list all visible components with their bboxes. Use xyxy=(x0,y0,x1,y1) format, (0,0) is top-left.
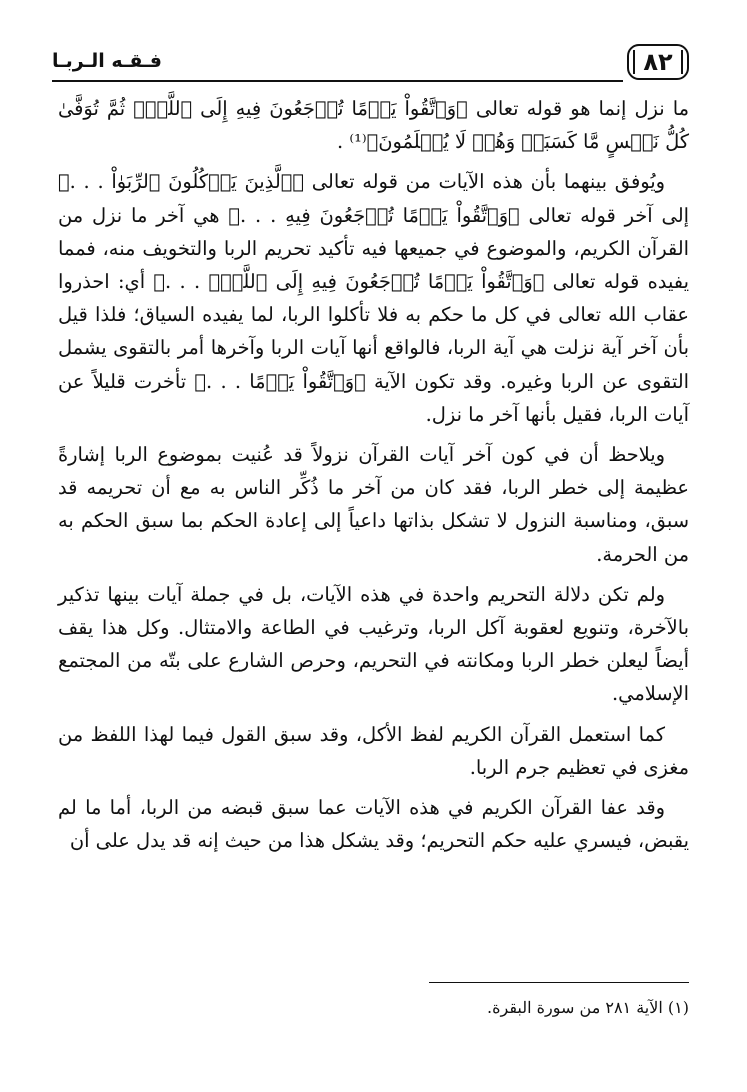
paragraph-3: ويلاحظ أن في كون آخر آيات القرآن نزولاً قد عُنيت بموضوع الربا إشارةً عظيمة إلى خطر الربا، فقد كان من آخر ما ذُكِّر الناس به مع أن تحريمه قد سبق، ومناسبة النزول لا تشكل بذاتها داعياً إلى إعادة الحكم بما سبق الحكم به من الحرمة. xyxy=(58,443,689,566)
page-number-text: ٨٢ xyxy=(643,48,673,76)
paragraph-5: كما استعمل القرآن الكريم لفظ الأكل، وقد سبق القول فيما لهذا اللفظ من مغزى في تعظيم جرم الربا. xyxy=(58,722,689,779)
paragraph-4: ولم تكن دلالة التحريم واحدة في هذه الآيات، بل في جملة آيات بينها تذكير بالآخرة، وتنويع لعقوبة آكل الربا، وترغيب في الطاعة والامتثال. وكل هذا يقف أيضاً ليعلن خطر الربا ومكانته في التحريم، وحرص الشارع على بتّه من المجتمع الإسلامي. xyxy=(58,582,689,706)
paragraph-2: ويُوفق بينهما بأن هذه الآيات من قوله تعالى ﴿ٱلَّذِينَ يَأۡكُلُونَ ٱلرِّبَوٰاْ . . .﴾ إلى آخر قوله تعالى ﴿وَٱتَّقُواْ يَوۡمًا تُرۡجَعُونَ فِيهِ . . .﴾ هي آخر ما نزل من القرآن الكريم، والموضوع في جميعها فيه تأكيد تحريم الربا والتخويف منه، فمما يفيده قوله تعالى ﴿وَٱتَّقُواْ يَوۡمًا تُرۡجَعُونَ فِيهِ إِلَى ٱللَّهِۖ . . .﴾ أي: احذروا عقاب الله تعالى في كل ما حكم به فلا تأكلوا الربا، لما يفيده السياق؛ فلذا قيل بأن آخر آية نزلت هي آية الربا، فالواقع أنها آيات الربا وآخرها أمر بالتقوى يشمل التقوى عن الربا وغيره. وقد تكون الآية ﴿وَٱتَّقُواْ يَوۡمًا . . .﴾ تأخرت قليلاً عن آيات الربا، فقيل بأنها آخر ما نزل. xyxy=(58,170,689,426)
footnote: (١) الآية ٢٨١ من سورة البقرة. xyxy=(487,998,689,1017)
page-number xyxy=(627,44,689,80)
footnote-divider xyxy=(429,982,689,983)
page-header xyxy=(52,40,689,84)
page-body xyxy=(58,92,689,864)
paragraph-1: ما نزل إنما هو قوله تعالى ﴿وَٱتَّقُواْ يَوۡمًا تُرۡجَعُونَ فِيهِ إِلَى ٱللَّهِۖ ثُمَّ تُوَفَّىٰ كُلُّ نَفۡسٍ مَّا كَسَبَتۡ وَهُمۡ لَا يُظۡلَمُونَ﴾⁽¹⁾ . xyxy=(58,97,689,154)
paragraph-6: وقد عفا القرآن الكريم في هذه الآيات عما سبق قبضه من الربا، أما ما لم يقبض، فيسري عليه حكم التحريم؛ وقد يشكل هذا من حيث إنه قد يدل على أن xyxy=(58,796,689,853)
running-title: فـقـه الـربـا xyxy=(52,50,162,72)
header-divider xyxy=(52,80,623,82)
